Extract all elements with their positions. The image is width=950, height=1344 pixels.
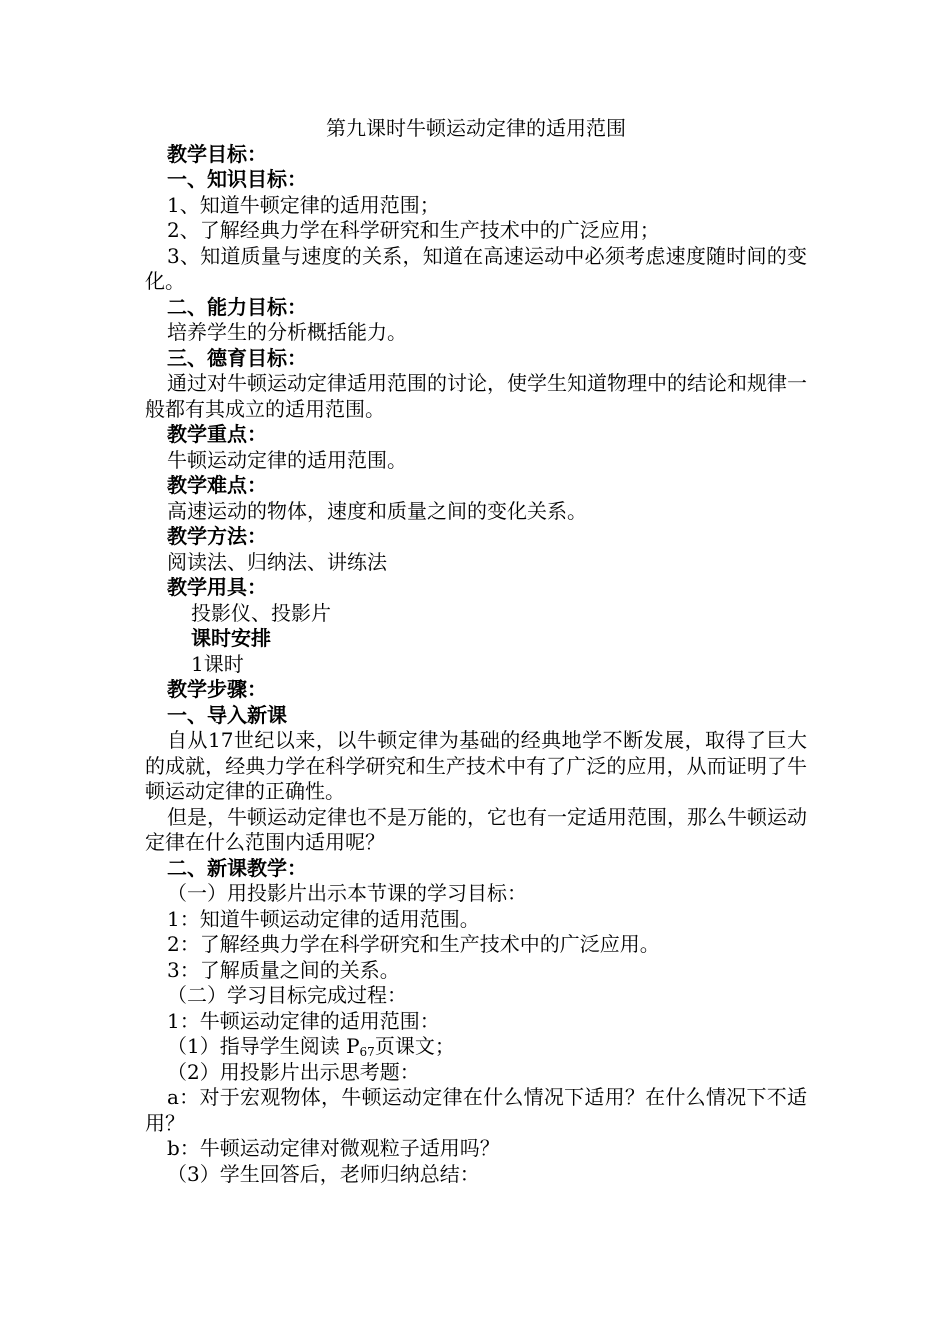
key-point-heading: 教学重点： [167, 422, 267, 446]
knowledge-item-3: 3、知道质量与速度的关系，知道在高速运动中必须考虑速度随时间的变化。 [145, 243, 807, 293]
new-lesson-part-1: （一）用投影片出示本节课的学习目标： [167, 881, 527, 905]
moral-objectives-heading: 三、德育目标： [167, 345, 307, 370]
lesson-goal-2: 2：了解经典力学在科学研究和生产技术中的广泛应用。 [167, 932, 660, 956]
question-b: b：牛顿运动定律对微观粒子适用吗？ [167, 1136, 500, 1160]
intro-heading: 一、导入新课 [167, 702, 287, 727]
ability-objectives-heading: 二、能力目标： [167, 294, 307, 319]
reading-instruction [145, 1034, 807, 1060]
intro-paragraph-1: 自从17世纪以来，以牛顿定律为基础的经典地学不断发展，取得了巨大的成就，经典力学在科学研究和生产技术中有了广泛的应用，从而证明了牛顿运动定律的正确性。 [145, 728, 807, 803]
steps-heading: 教学步骤： [167, 677, 267, 701]
difficulty-heading: 教学难点： [167, 473, 267, 497]
summary-line: （3）学生回答后，老师归纳总结： [167, 1161, 480, 1186]
reading-instruction-text: （1）指导学生阅读 P [167, 1034, 360, 1058]
tools-heading: 教学用具： [167, 575, 267, 599]
key-point-text: 牛顿运动定律的适用范围。 [167, 447, 407, 472]
moral-objectives-text: 通过对牛顿运动定律适用范围的讨论，使学生知道物理中的结论和规律一般都有其成立的适用范围。 [145, 371, 807, 421]
page-number-subscript: 67 [359, 1045, 375, 1059]
objectives-heading: 教学目标： [167, 141, 267, 166]
intro-paragraph-2: 但是，牛顿运动定律也不是万能的，它也有一定适用范围，那么牛顿运动定律在什么范围内适用呢？ [145, 804, 807, 854]
ability-objectives-text: 培养学生的分析概括能力。 [167, 320, 407, 344]
new-lesson-part-2: （二）学习目标完成过程： [167, 983, 407, 1007]
new-lesson-sub-1: 1：牛顿运动定律的适用范围： [167, 1008, 440, 1033]
schedule-heading: 课时安排 [191, 626, 271, 650]
tools-text: 投影仪、投影片 [191, 600, 331, 625]
lesson-goal-3: 3：了解质量之间的关系。 [167, 957, 400, 982]
difficulty-text: 高速运动的物体，速度和质量之间的变化关系。 [167, 498, 587, 523]
new-lesson-heading: 二、新课教学： [167, 855, 307, 880]
knowledge-item-2: 2、了解经典力学在科学研究和生产技术中的广泛应用； [167, 218, 660, 242]
knowledge-objectives-heading: 一、知识目标： [167, 167, 307, 191]
reading-instruction-suffix: 页课文； [374, 1034, 455, 1058]
document-body [145, 116, 807, 1187]
method-heading: 教学方法： [167, 524, 267, 548]
schedule-text: 1课时 [191, 651, 244, 676]
knowledge-item-1: 1、知道牛顿定律的适用范围； [167, 192, 440, 217]
show-questions-line: （2）用投影片出示思考题： [167, 1059, 420, 1084]
page-title: 第九课时牛顿运动定律的适用范围 [326, 116, 626, 140]
lesson-goal-1: 1：知道牛顿运动定律的适用范围。 [167, 906, 480, 931]
method-text: 阅读法、归纳法、讲练法 [167, 549, 387, 574]
question-a: a：对于宏观物体，牛顿运动定律在什么情况下适用？在什么情况下不适用？ [145, 1085, 807, 1135]
